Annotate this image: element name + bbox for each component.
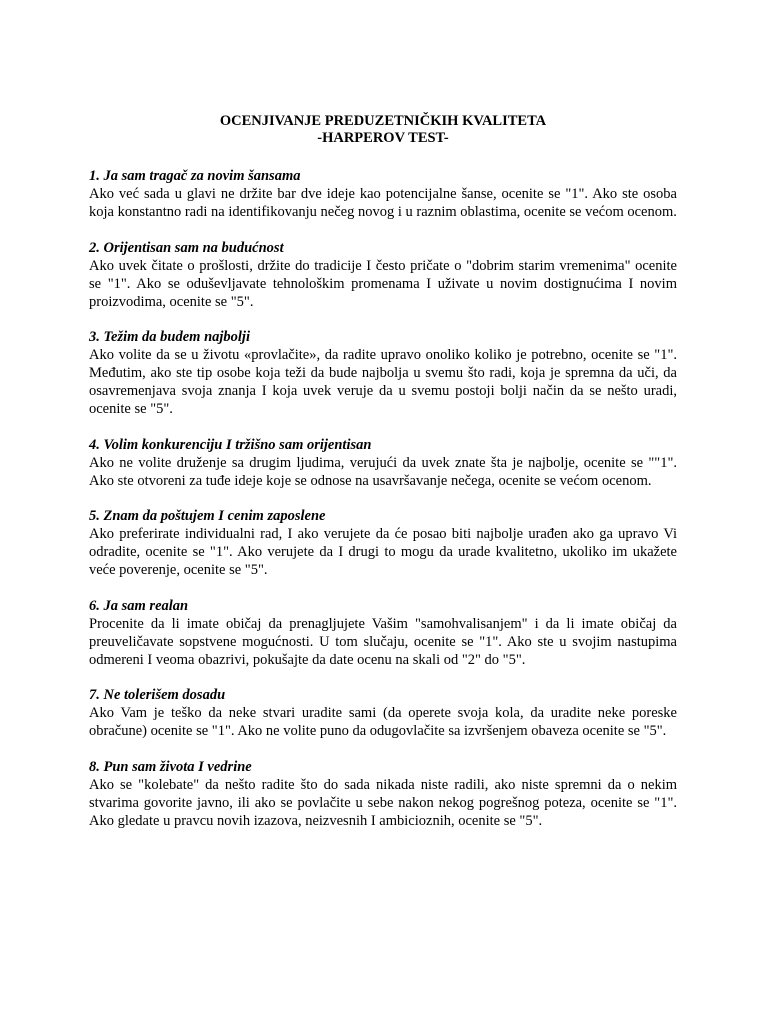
section-text: Ako volite da se u životu «provlačite», da radite upravo onoliko koliko je potrebno, ocenite se "1". Međutim, ako ste tip osobe koja teži da bude najbolja u svemu što radi, koja je spremna da uči, da osavremenjava svoja znanja I koja uvek veruje da u svemu postoji bolji način da se nešto uradi, ocenite se "5". xyxy=(89,347,677,417)
section-heading: 5. Znam da poštujem I cenim zaposlene xyxy=(89,508,326,524)
section-6 xyxy=(89,597,677,669)
section-1 xyxy=(89,167,677,221)
section-heading: 1. Ja sam tragač za novim šansama xyxy=(89,168,301,184)
section-text: Ako se "kolebate" da nešto radite što do sada nikada niste radili, ako niste spremni da o nekim stvarima govorite javno, ili ako se povlačite u sebe nakon nekog pogrešnog poteza, ocenite se "1". Ako gledate u pravcu novih izazova, neizvesnih I ambicioznih, ocenite se "5". xyxy=(89,776,677,829)
section-3 xyxy=(89,328,677,418)
section-text: Ako uvek čitate o prošlosti, držite do tradicije I često pričate o "dobrim starim vremenima" ocenite se "1". Ako se oduševljavate tehnološkim promenama I uživate u novim dostignućima I novim proizvodima, ocenite se "5". xyxy=(89,257,677,310)
document-page xyxy=(89,113,677,847)
section-heading: 8. Pun sam života I vedrine xyxy=(89,758,252,775)
section-text: Ako preferirate individualni rad, I ako verujete da će posao biti najbolje urađen ako ga upravo Vi odradite, ocenite se "1". Ako verujete da I drugi to mogu da urade kvalitetno, ukoliko im ukažete veće poverenje, ocenite se "5". xyxy=(89,526,677,578)
section-2 xyxy=(89,239,677,311)
section-text: Ako ne volite druženje sa drugim ljudima, verujući da uvek znate šta je najbolje, ocenite se ""1". Ako ste otvoreni za tuđe ideje koje se odnose na usavršavanje nečega, ocenite se većom ocenom. xyxy=(89,454,677,489)
sections-list xyxy=(89,167,677,830)
section-text: Ako Vam je teško da neke stvari uradite sami (da operete svoja kola, da uradite neke poreske obračune) ocenite se "1". Ako ne volite puno da odugovlačite sa izvršenjem obaveza ocenite se "5". xyxy=(89,705,677,739)
document-title: OCENJIVANJE PREDUZETNIČKIH KVALITETA xyxy=(219,113,547,129)
section-heading: 6. Ja sam realan xyxy=(89,597,189,614)
section-heading: 4. Volim konkurenciju I tržišno sam orijentisan xyxy=(89,436,372,453)
section-text: Ako već sada u glavi ne držite bar dve ideje kao potencijalne šanse, ocenite se "1". Ako ste osoba koja konstantno radi na identifikovanju nečeg novog i u raznim oblastima, ocenite se većom ocenom. xyxy=(89,186,677,220)
section-5 xyxy=(89,507,677,579)
section-heading: 3. Težim da budem najbolji xyxy=(89,329,250,345)
document-subtitle: -HARPEROV TEST- xyxy=(317,130,449,146)
section-7 xyxy=(89,686,677,740)
section-4 xyxy=(89,436,677,490)
section-heading: 7. Ne tolerišem dosadu xyxy=(89,687,226,703)
section-8 xyxy=(89,758,677,830)
section-text: Procenite da li imate običaj da prenagljujete Vašim "samohvalisanjem" i da li imate običaj da preuveličavate sopstvene mogućnosti. U tom slučaju, ocenite se "1". Ako ste u svojim nastupima odmereni I veoma obazrivi, pokušajte da date ocenu na skali od "2" do "5". xyxy=(89,615,677,668)
section-heading: 2. Orijentisan sam na budućnost xyxy=(89,239,284,256)
